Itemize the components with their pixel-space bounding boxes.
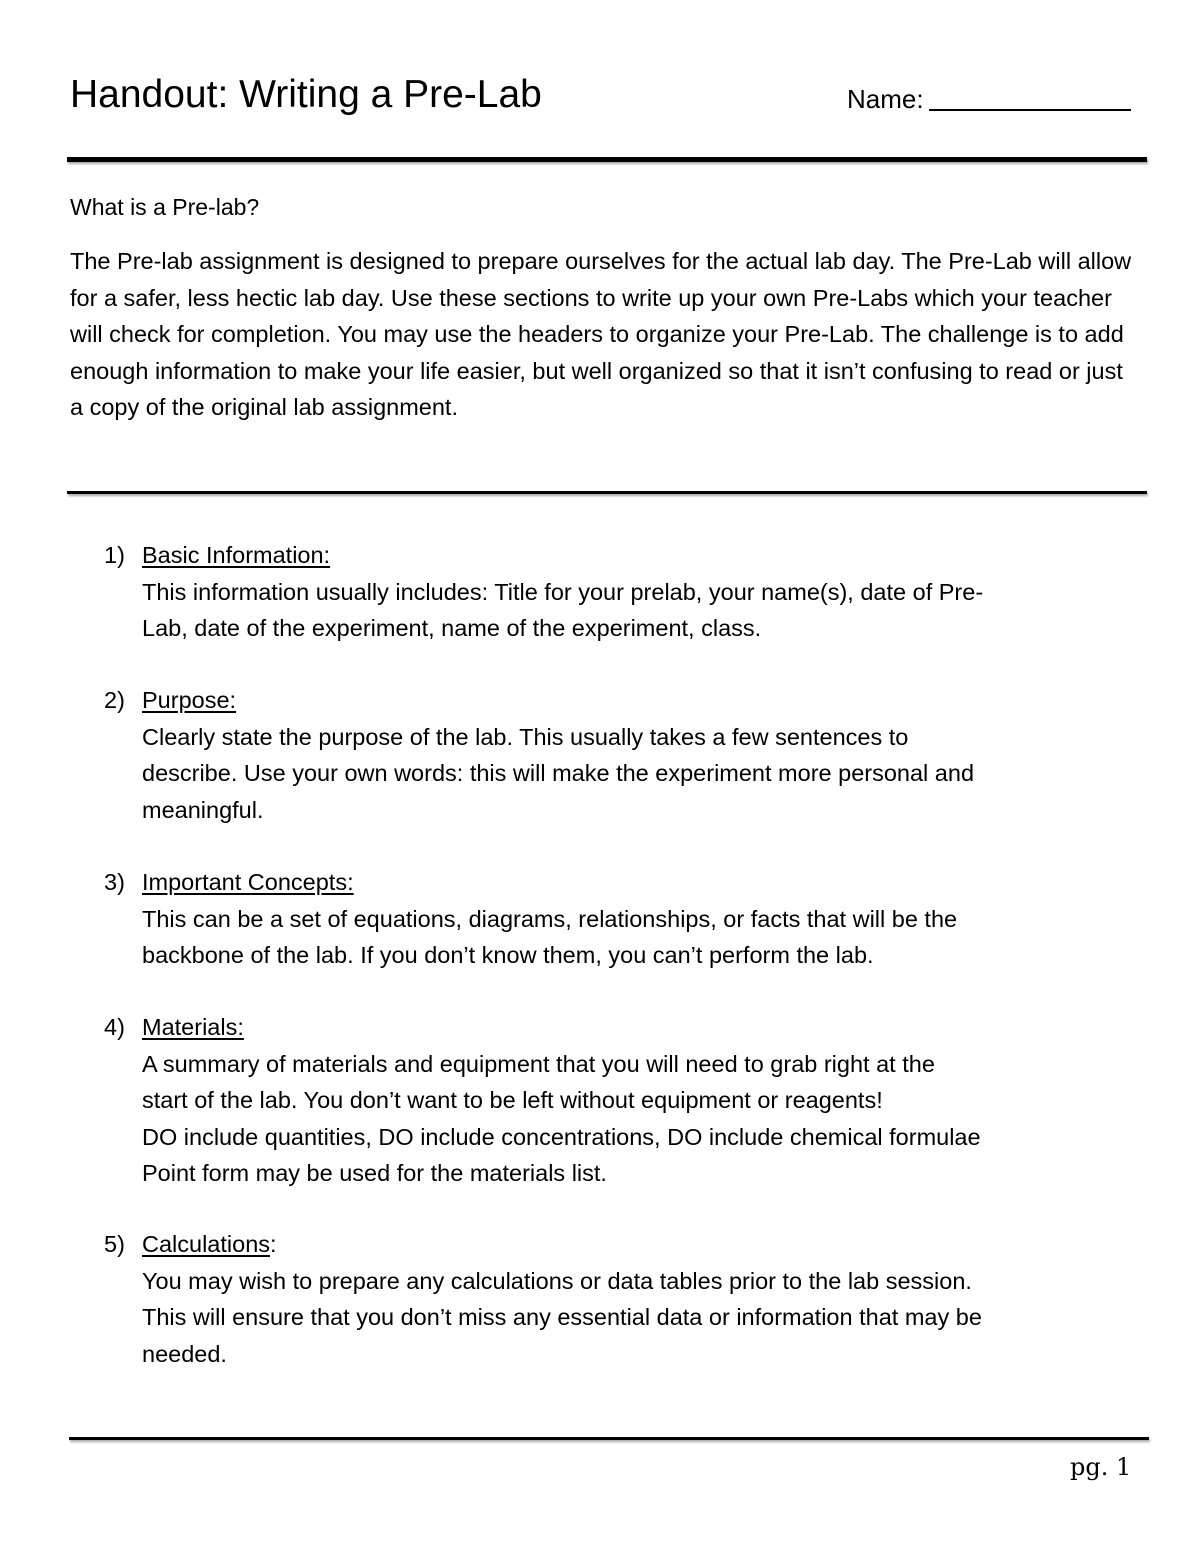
section-body-line: This can be a set of equations, diagrams, relationships, or facts that will be the <box>142 905 958 932</box>
section-body-line: meaningful. <box>142 796 264 823</box>
section-body <box>142 574 1132 647</box>
section-body <box>142 1263 1132 1373</box>
section-body-line: This will ensure that you don’t miss any essential data or information that may be <box>142 1304 982 1330</box>
section-title <box>142 537 330 574</box>
section-number: 1) <box>104 542 125 568</box>
section-title <box>142 864 354 901</box>
section-title-text: Purpose: <box>142 687 237 713</box>
page-number: pg. 1 <box>1070 1453 1132 1481</box>
section-body-line: You may wish to prepare any calculations or data tables prior to the lab session. <box>142 1267 972 1294</box>
section-title <box>142 1226 277 1263</box>
section-body <box>142 719 1132 829</box>
section-body-line: This information usually includes: Title for your prelab, your name(s), date of Pre- <box>142 578 984 605</box>
section-title <box>142 1009 244 1046</box>
section-body <box>142 1046 1132 1192</box>
section-title-text: Important Concepts: <box>142 869 354 895</box>
intro-heading: What is a Pre-lab? <box>70 194 260 220</box>
intro-paragraph: The Pre-lab assignment is designed to prepare ourselves for the actual lab day. The Pre-Lab will allow for a safer, less hectic lab day. Use these sections to write up your own Pre-Labs which your teacher will check for completion. You may use the headers to organize your Pre-Lab. The challenge is to add enough information to make your life easier, but well organized so that it isn’t confusing to read or just a copy of the original lab assignment. <box>70 248 1132 420</box>
section-body-line: needed. <box>142 1340 227 1367</box>
name-blank-line[interactable] <box>929 109 1131 111</box>
section-body-line: Point form may be used for the materials list. <box>142 1160 607 1186</box>
section-body-line: A summary of materials and equipment that you will need to grab right at the <box>142 1050 935 1077</box>
section-number: 2) <box>104 687 125 713</box>
middle-divider <box>67 491 1147 494</box>
section-title-colon: : <box>270 1231 277 1257</box>
section-body-line: backbone of the lab. If you don’t know them, you can’t perform the lab. <box>142 942 874 968</box>
section-title-text: Calculations <box>142 1231 271 1257</box>
top-divider <box>67 157 1147 162</box>
section-number: 4) <box>104 1014 125 1040</box>
section-number: 3) <box>104 869 125 895</box>
section-title-text: Materials: <box>142 1014 244 1040</box>
section-title <box>142 682 236 719</box>
section-body-line: Lab, date of the experiment, name of the experiment, class. <box>142 615 762 641</box>
section-body-line: Clearly state the purpose of the lab. This usually takes a few sentences to <box>142 723 909 750</box>
section-body <box>142 901 1132 974</box>
section-body-line: DO include quantities, DO include concentrations, DO include chemical formulae <box>142 1123 981 1150</box>
bottom-divider <box>69 1437 1149 1440</box>
section-number: 5) <box>104 1231 125 1257</box>
section-body-line: describe. Use your own words: this will make the experiment more personal and <box>142 760 975 786</box>
section-body-line: start of the lab. You don’t want to be left without equipment or reagents! <box>142 1087 883 1113</box>
section-title-text: Basic Information: <box>142 542 331 568</box>
name-label: Name: <box>847 84 924 114</box>
handout-title: Handout: Writing a Pre-Lab <box>70 73 542 116</box>
